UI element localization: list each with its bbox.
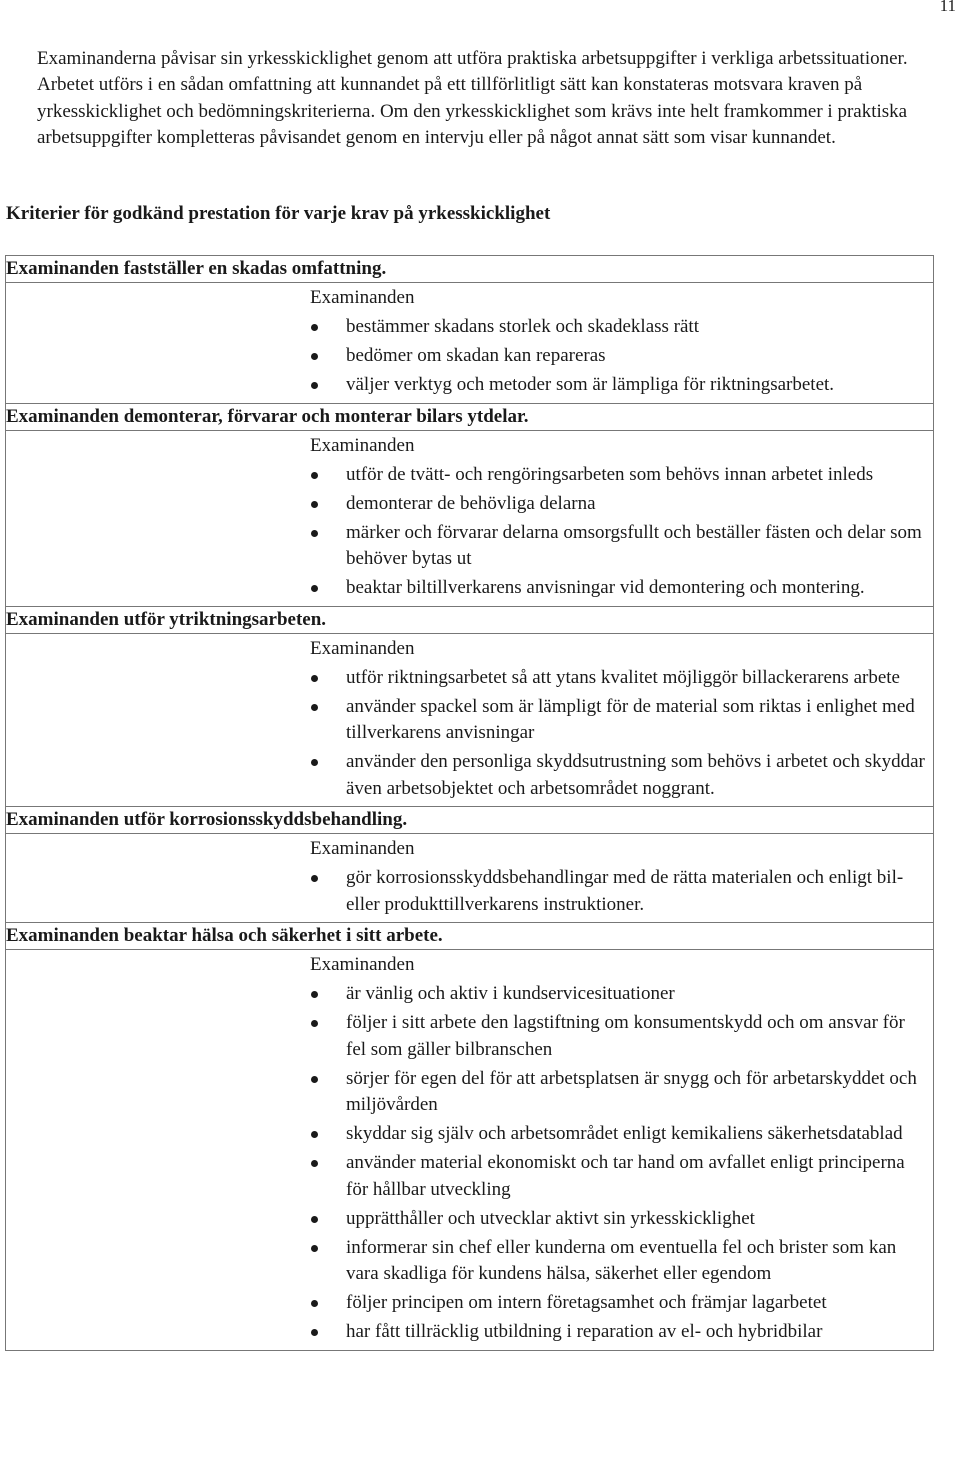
criteria-item: väljer verktyg och metoder som är lämpliga för riktningsarbetet. <box>310 372 927 399</box>
criteria-cell <box>6 950 934 1351</box>
examinee-label: Examinanden <box>310 287 415 308</box>
criteria-item: gör korrosionsskyddsbehandlingar med de rätta materialen och enligt bil- eller produkttillverkarens instruktioner. <box>310 865 927 918</box>
requirement-header-row <box>6 923 934 950</box>
criteria-cell <box>6 834 934 923</box>
criteria-item: använder den personliga skyddsutrustning som behövs i arbetet och skyddar även arbetsobjektet och arbetsområdet noggrant. <box>310 749 927 802</box>
criteria-item: informerar sin chef eller kunderna om eventuella fel och brister som kan vara skadliga för kundens hälsa, säkerhet eller egendom <box>310 1235 927 1288</box>
criteria-item: demonterar de behövliga delarna <box>310 491 927 518</box>
criteria-list <box>310 981 927 1346</box>
requirement-criteria-row <box>6 950 934 1351</box>
requirement-criteria-row <box>6 633 934 807</box>
examinee-label: Examinanden <box>310 434 415 456</box>
section-title: Kriterier för godkänd prestation för varje krav på yrkesskicklighet <box>6 203 551 224</box>
examinee-label: Examinanden <box>310 954 415 975</box>
criteria-item: har fått tillräcklig utbildning i reparation av el- och hybridbilar <box>310 1319 927 1346</box>
criteria-list <box>310 314 927 399</box>
requirement-criteria-row <box>6 834 934 923</box>
criteria-item: använder material ekonomiskt och tar hand om avfallet enligt principerna för hållbar utveckling <box>310 1150 927 1203</box>
criteria-cell <box>6 283 934 404</box>
requirement-title: Examinanden beaktar hälsa och säkerhet i sitt arbete. <box>6 923 934 950</box>
requirement-header-row <box>6 256 934 283</box>
intro-paragraph: Examinanderna påvisar sin yrkesskicklighet genom att utföra praktiska arbetsuppgifter i verkliga arbetssituationer. Arbetet utförs i en sådan omfattning att kunnandet på ett tillförlitligt sätt kan konstateras motsvara kraven på yrkesskicklighet och bedömningskriterierna. Om den yrkesskicklighet som krävs inte helt framkommer i praktiska arbetsuppgifter kompletteras påvisandet genom en intervju eller på något annat sätt som visar kunnandet. <box>37 48 908 149</box>
examinee-label: Examinanden <box>310 637 415 659</box>
criteria-item: bestämmer skadans storlek och skadeklass rätt <box>310 314 927 341</box>
criteria-item: märker och förvarar delarna omsorgsfullt och beställer fästen och delar som behöver bytas ut <box>310 520 927 573</box>
requirement-header-row <box>6 807 934 834</box>
criteria-cell <box>6 430 934 606</box>
criteria-item: använder spackel som är lämpligt för de material som riktas i enlighet med tillverkarens anvisningar <box>310 694 927 747</box>
criteria-item: följer i sitt arbete den lagstiftning om konsumentskydd och om ansvar för fel som gäller bilbranschen <box>310 1010 927 1063</box>
criteria-item: bedömer om skadan kan repareras <box>310 343 927 370</box>
criteria-item: beaktar biltillverkarens anvisningar vid demontering och montering. <box>310 575 927 602</box>
criteria-table <box>5 255 934 1351</box>
examinee-label: Examinanden <box>310 838 415 859</box>
criteria-list <box>310 865 927 918</box>
criteria-item: utför de tvätt- och rengöringsarbeten som behövs innan arbetet inleds <box>310 462 927 489</box>
requirement-title: Examinanden utför ytriktningsarbeten. <box>6 606 934 633</box>
criteria-item: utför riktningsarbetet så att ytans kvalitet möjliggör billackerarens arbete <box>310 665 927 692</box>
criteria-cell <box>6 633 934 807</box>
page-number: 11 <box>939 0 956 15</box>
requirement-header-row <box>6 606 934 633</box>
criteria-list <box>310 665 927 803</box>
requirement-criteria-row <box>6 430 934 606</box>
criteria-item: är vänlig och aktiv i kundservicesituationer <box>310 981 927 1008</box>
criteria-item: upprätthåller och utvecklar aktivt sin yrkesskicklighet <box>310 1206 927 1233</box>
criteria-item: följer principen om intern företagsamhet och främjar lagarbetet <box>310 1290 927 1317</box>
criteria-item: sörjer för egen del för att arbetsplatsen är snygg och för arbetarskyddet och miljövården <box>310 1066 927 1119</box>
requirement-header-row <box>6 403 934 430</box>
requirement-criteria-row <box>6 283 934 404</box>
criteria-item: skyddar sig själv och arbetsområdet enligt kemikaliens säkerhetsdatablad <box>310 1121 927 1148</box>
requirement-title: Examinanden utför korrosionsskyddsbehandling. <box>6 807 934 834</box>
requirement-title: Examinanden fastställer en skadas omfattning. <box>6 256 934 283</box>
requirement-title: Examinanden demonterar, förvarar och monterar bilars ytdelar. <box>6 403 934 430</box>
criteria-list <box>310 462 927 602</box>
